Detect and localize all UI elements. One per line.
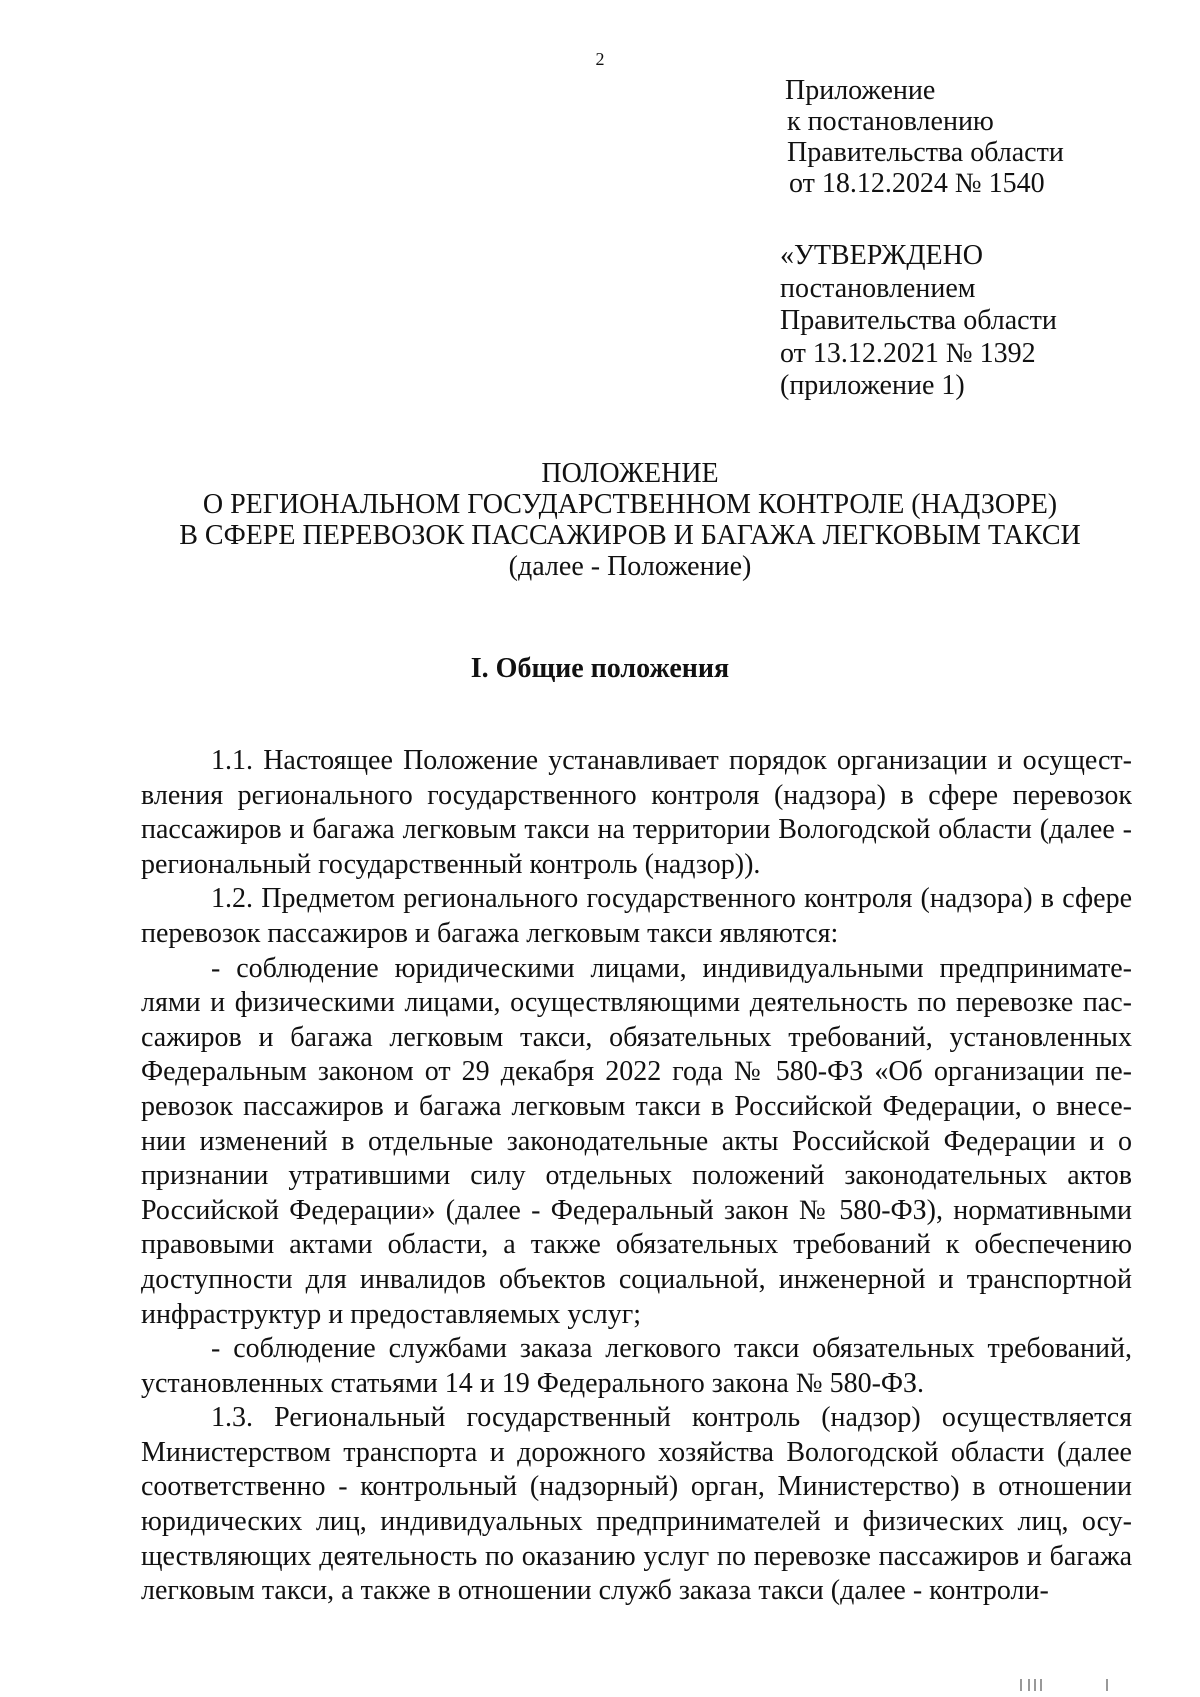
appendix-line: от 18.12.2024 № 1540: [789, 168, 1045, 199]
title-line-2: О РЕГИОНАЛЬНОМ ГОСУДАРСТВЕННОМ КОНТРОЛЕ (НАДЗОРЕ): [202, 489, 1058, 520]
paragraph-1-3: 1.3. Региональный государственный контроль (надзор) осуществляется Министерством транспорта и дорожного хозяйства Вологодской области (далее соответственно - контрольный (надзорный) орган, Министерство) в отношении юридических лиц, индивидуальных предпринимателей и физических лиц, осуществляющих деятельность по оказанию услуг по перевозке пассажиров и багажа легковым такси, а также в отношении служб заказа такси (далее - контроли-: [141, 1402, 1132, 1607]
section-heading: I. Общие положения: [470, 653, 730, 684]
approved-line: (приложение 1): [780, 370, 965, 401]
page-number: 2: [595, 49, 605, 69]
title-line-3: В СФЕРЕ ПЕРЕВОЗОК ПАССАЖИРОВ И БАГАЖА ЛЕГКОВЫМ ТАКСИ: [179, 520, 1081, 551]
appendix-block: [785, 75, 1145, 199]
approved-block: [780, 240, 1160, 403]
approved-line: «УТВЕРЖДЕНО: [780, 240, 984, 271]
appendix-line: Приложение: [785, 75, 936, 106]
approved-line: от 13.12.2021 № 1392: [780, 337, 1036, 369]
paragraph-bullet-2: - соблюдение службами заказа легкового такси обязательных требований, установленных статьями 14 и 19 Федерального закона № 580-ФЗ.: [141, 1333, 1132, 1399]
approved-line: постановлением: [780, 272, 976, 304]
appendix-line: к постановлению: [787, 106, 994, 137]
scan-edge-marks: [1020, 1677, 1110, 1691]
paragraph-bullet-1: - соблюдение юридическими лицами, индивидуальными предпринимателями и физическими лицами, осуществляющими деятельность по перевозке пассажиров и багажа легковым такси, обязательных требований, установленных Федеральным законом от 29 декабря 2022 года № 580-ФЗ «Об организации перевозок пассажиров и багажа легковым такси в Российской Федерации, о внесении изменений в отдельные законодательные акты Российской Федерации и о признании утратившими силу отдельных положений законодательных актов Российской Федерации» (далее - Федеральный закон № 580-ФЗ), нормативными правовыми актами области, а также обязательных требований к обеспечению доступности для инвалидов объектов социальной, инженерной и транспортной инфраструктур и предоставляемых услуг;: [141, 952, 1132, 1330]
appendix-line: Правительства области: [787, 137, 1064, 168]
approved-line: Правительства области: [780, 305, 1057, 336]
document-title: [130, 458, 1130, 582]
title-line-1: ПОЛОЖЕНИЕ: [541, 458, 719, 489]
paragraph-1-1: 1.1. Настоящее Положение устанавливает порядок организации и осуществления регионального государственного контроля (надзора) в сфере перевозок пассажиров и багажа легковым такси на территории Вологодской области (далее - региональный государственный контроль (надзор)).: [141, 745, 1132, 880]
body-text: [141, 744, 1132, 1609]
title-line-4: (далее - Положение): [508, 551, 752, 582]
paragraph-1-2: 1.2. Предметом регионального государственного контроля (надзора) в сфере перевозок пассажиров и багажа легковым такси являются:: [141, 883, 1132, 949]
